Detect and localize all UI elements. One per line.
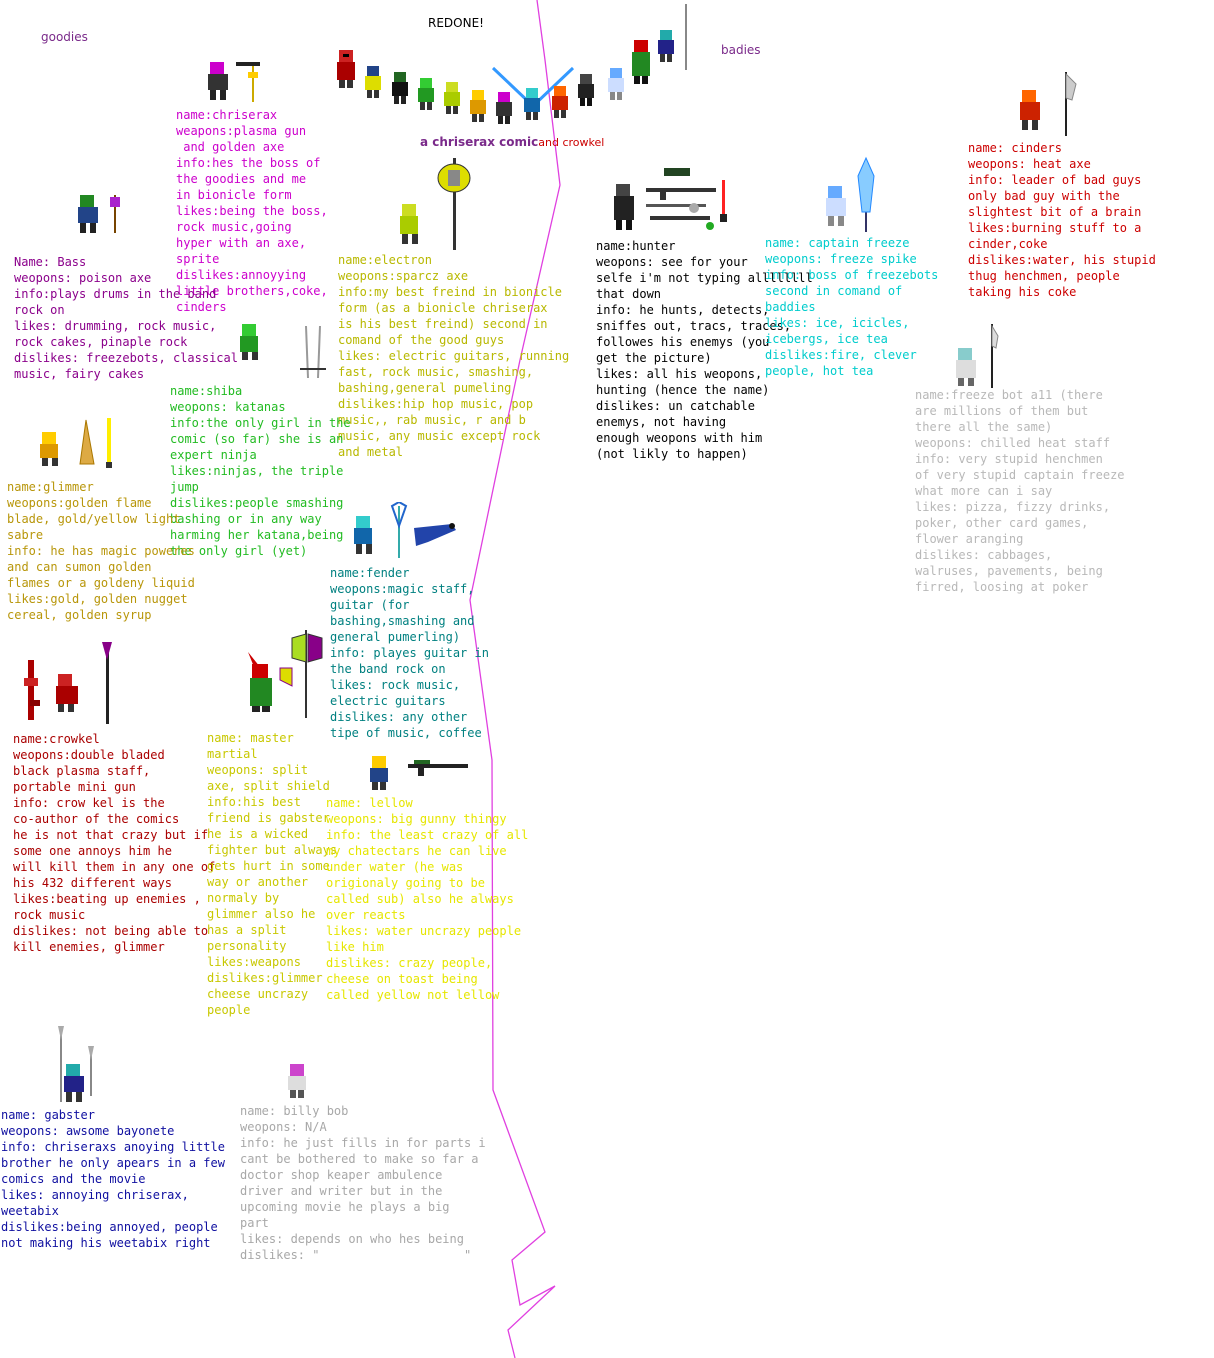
billy-bob-info: name: billy bob weopons: N/A info: he just fills in for parts i cant be bothered to make so far a doctor shop keaper ambulence driver and writer but in the upcoming movie he plays a big part likes: depends on who hes being dislikes: " " [240, 1104, 486, 1262]
freeze-bot-sprite [952, 322, 1002, 390]
lineup-sprites [330, 2, 700, 132]
crowkel-info: name:crowkel weopons:double bladed black plasma staff, portable mini gun info: crow kel is the co-author of the comics he is not that crazy but if some one annoys him he will kill them in any one of his 432 different ways likes:beating up enemies , rock music dislikes: not being able to kill enemies, glimmer [13, 732, 216, 954]
comic-title [420, 135, 604, 149]
fender-sprite [352, 502, 462, 562]
shiba-sprite [236, 322, 331, 382]
glimmer-sprite [36, 416, 116, 472]
bass-sprite [76, 193, 126, 237]
electron-sprite [396, 158, 486, 253]
comic-title-suffix: and crowkel [538, 136, 605, 149]
freeze-bot-info: name:freeze bot a11 (there are millions of them but there all the same) weopons: chilled heat staff info: very stupid henchmen of very stupid captain freeze what more can i say likes: pizza, fizzy drinks, poker, other card games, flower aranging dislikes: cabbages, walruses, pavements, being firred, loosing at poker [915, 388, 1125, 594]
master-martial-info: name: master martial weopons: split axe, split shield info:his best friend is gabster he is a wicked fighter but always gets hurt in some way or another normaly by glimmer also he has a split personality likes:weapons dislikes:glimmer cheese uncrazy people [207, 731, 338, 1017]
captain-freeze-sprite [822, 156, 878, 236]
lellow-info: name: lellow weopons: big gunny thingy info: the least crazy of all my chatectars he can live under water (he was origionaly going to be called sub) also he always over reacts likes: water uncrazy people like him dislikes: crazy people, cheese on toast being called yellow not lellow [326, 796, 529, 1002]
redone-label: REDONE! [428, 16, 484, 30]
chriserax-info: name:chriserax weapons:plasma gun and golden axe info:hes the boss of the goodies and me in bionicle form likes:being the boss, rock music,going hyper with an axe, sprite dislikes:annoyying little brothers,coke, cinders [176, 108, 328, 314]
badies-label: badies [721, 43, 761, 57]
cinders-info: name: cinders weopons: heat axe info: leader of bad guys only bad guy with the slightest bit of a brain likes:burning stuff to a cinder,coke dislikes:water, his stupid thug henchmen, people taking his coke [968, 141, 1156, 299]
lellow-sprite [368, 754, 472, 794]
comic-title-main: a chriserax comic [420, 135, 539, 149]
gabster-info: name: gabster weopons: awsome bayonete info: chriseraxs anoying little brother he only apears in a few comics and the movie likes: annoying chriserax, weetabix dislikes:being annoyed, people not making his weetabix right [1, 1108, 225, 1250]
shiba-info: name:shiba weopons: katanas info:the only girl in the comic (so far) she is an expert ninja likes:ninjas, the triple jump dislikes:people smashing bashing or in any way harming her katana,being the only girl (yet) [170, 384, 351, 558]
chriserax-sprite [206, 58, 266, 104]
goodies-label: goodies [41, 30, 88, 44]
captain-freeze-info: name: captain freeze weopons: freeze spike info: boss of freezebots second in comand of baddies likes: ice, icicles, icebergs, ice tea dislikes:fire, clever people, hot tea [765, 236, 939, 378]
gabster-sprite [54, 1024, 98, 1106]
electron-info: name:electron weopons:sparcz axe info:my best freind in bionicle form (as a bionicle chriserax is his best freind) second in comand of the good guys likes: electric guitars, running fast, rock music, smashing, bashing,general pumeling dislikes:hip hop music, pop music,, rab music, r and b music, any music except rock and metal [338, 253, 570, 459]
billy-bob-sprite [284, 1062, 314, 1102]
glimmer-info: name:glimmer weopons:golden flame blade, gold/yellow light sabre info: he has magic poweres and can sumon golden flames or a goldeny liquid likes:gold, golden nugget cereal, golden syrup [7, 480, 195, 622]
hunter-info: name:hunter weopons: see for your selfe i'm not typing allllllll that down info: he hunts, detects, sniffes out, tracs, traces, followes his enemys (you get the picture) likes: all his weopons, hunting (hence the name) dislikes: un catchable enemys, not having enough weopons with him (not likly to happen) [596, 239, 813, 461]
master-martial-sprite [246, 628, 328, 722]
hunter-sprite [610, 164, 740, 240]
cinders-sprite [1016, 70, 1082, 138]
crowkel-sprite [22, 640, 122, 726]
fender-info: name:fender weopons:magic staff, guitar (for bashing,smashing and general pumerling) info: playes guitar in the band rock on likes: rock music, electric guitars dislikes: any other tipe of music, coffee [330, 566, 489, 740]
bass-info: Name: Bass weopons: poison axe info:plays drums in the band rock on likes: drumming, rock music, rock cakes, pinaple rock dislikes: freezebots, classical music, fairy cakes [14, 255, 238, 381]
